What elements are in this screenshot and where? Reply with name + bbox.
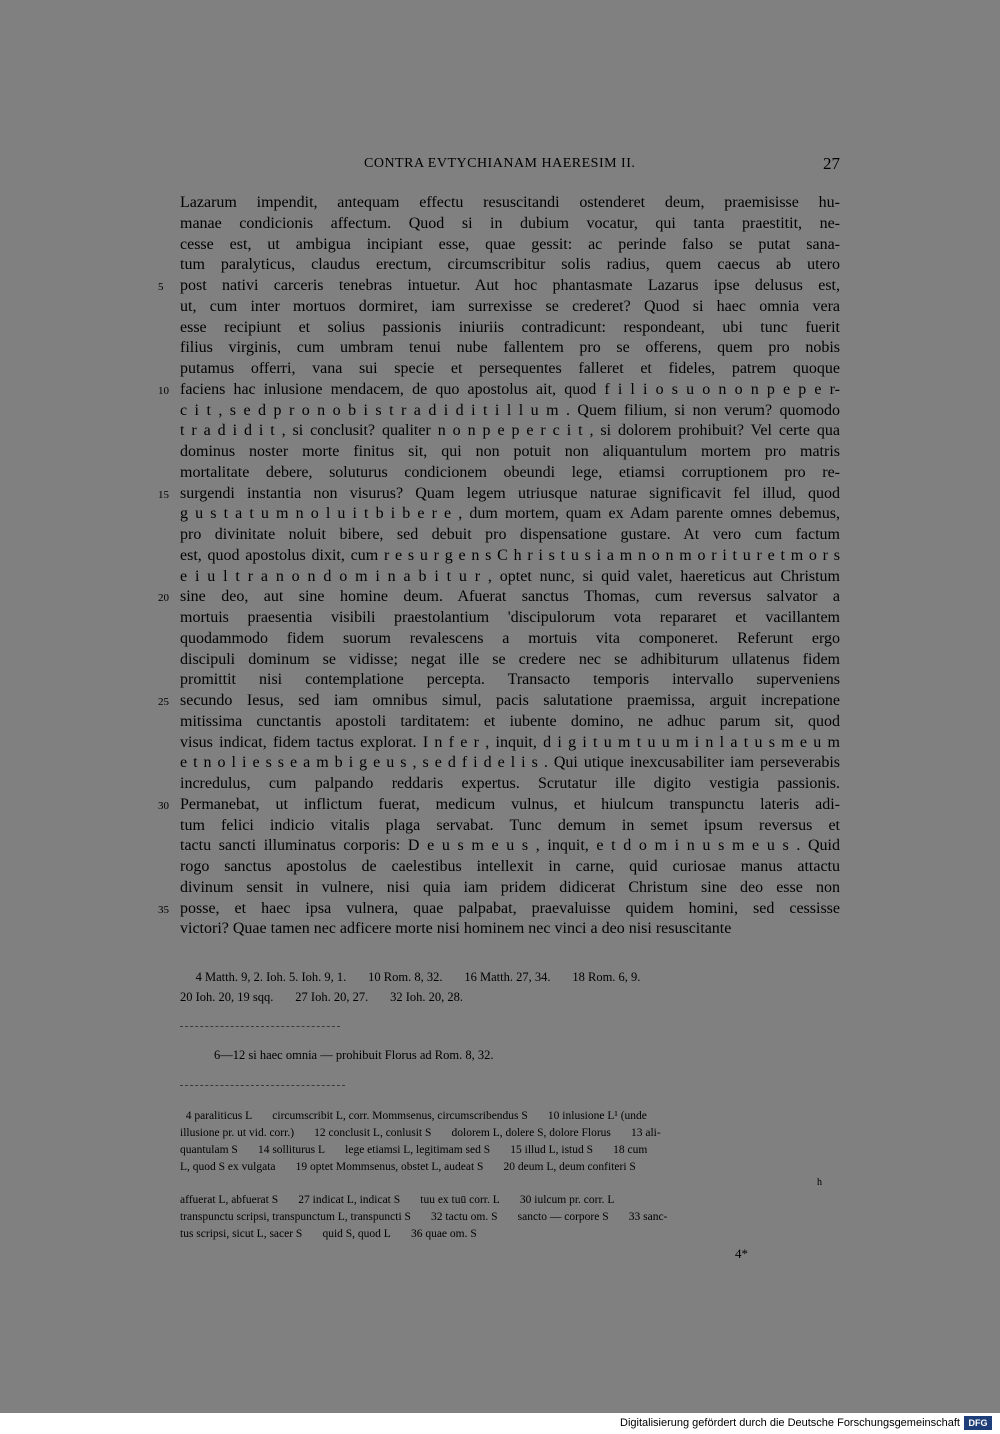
line-text: surgendi instantia non visurus? Quam legem utriusque naturae significavit fel illud, quod — [180, 484, 840, 502]
text-line — [180, 629, 840, 650]
line-text: discipuli dominum se vidisse; negat ille se credere nec se adhibiturum ullatenus fidem — [180, 650, 840, 668]
line-text: Lazarum impendit, antequam effectu resuscitandi ostenderet deum, praemisisse hu- — [180, 194, 840, 211]
line-text: ut, cum inter mortuos dormiret, iam surrexisse se crederet? Quod si haec omnia vera — [180, 297, 840, 315]
line-text: pro divinitate noluit bibere, sed debuit pro dispensatione gustare. At vero cum factum — [180, 526, 840, 543]
text-line — [158, 276, 840, 297]
text-line — [180, 608, 840, 629]
superscript-mark: h — [817, 1177, 822, 1188]
apparatus-row: L, quod S ex vulgata 19 optet Mommsenus, obstet L, audeat S 20 deum L, deum confiteri S — [180, 1161, 636, 1173]
line-text: est, quod apostolus dixit, cum r e s u r g e n s C h r i s t u s i a m n o n m o r i t u r e t m o r s — [180, 546, 840, 564]
line-text: c i t , s e d p r o n o b i s t r a d i d i t i l l u m . Quem filium, si non verum? quomodo — [180, 401, 840, 419]
text-line — [180, 774, 840, 795]
critical-apparatus — [180, 1108, 840, 1243]
line-text: Permanebat, ut inflictum fuerat, medicum vulnus, et hiulcum transpunctu lateris adi- — [180, 795, 840, 813]
line-text: cesse est, ut ambigua incipiant esse, quae gessit: ac perinde falso se putat sana- — [180, 235, 840, 253]
text-line — [180, 297, 840, 318]
line-text: posse, et haec ipsa vulnera, quae palpabat, praevaluisse quidem homini, sed cessisse — [180, 899, 840, 917]
apparatus-row: quantulam S 14 solliturus L lege etiamsi L, legitimam sed S 15 illud L, istud S 18 cum — [180, 1144, 648, 1156]
separator-rule — [180, 1026, 340, 1027]
text-line — [180, 214, 840, 235]
apparatus-row: transpunctu scripsi, transpunctum L, transpuncti S 32 tactu om. S sancto — corpore S 33 sanc- — [180, 1211, 668, 1223]
running-title: CONTRA EVTYCHIANAM HAERESIM II. — [364, 156, 636, 171]
text-line — [180, 235, 840, 256]
line-text: incredulus, cum palpando reddaris expertus. Scrutatur ille digito vestigia passionis. — [180, 775, 840, 792]
line-text: divinum sensit in vulnere, nisi quia iam pridem didicerat Christum sine deo esse non — [180, 878, 840, 896]
line-text: t r a d i d i t , si conclusit? qualiter n o n p e p e r c i t , si dolorem prohibuit? Vel certe qua — [180, 422, 840, 440]
line-number: 35 — [158, 903, 169, 916]
text-line — [158, 484, 840, 505]
line-number: 15 — [158, 488, 169, 501]
page-header — [180, 156, 840, 176]
text-line — [180, 567, 840, 588]
line-number: 20 — [158, 592, 169, 605]
line-text: secundo Iesus, sed iam omnibus simul, pacis salutatione praemissa, arguit increpatione — [180, 692, 840, 709]
text-line — [180, 712, 840, 733]
line-text: putamus offerri, vana sui specie et persequentes falleret et fideles, patrem quoque — [180, 360, 840, 377]
signature-mark: 4* — [735, 1246, 748, 1261]
text-line — [158, 899, 840, 920]
text-line — [180, 525, 840, 546]
line-text: sine deo, aut sine homine deum. Afuerat sanctus Thomas, cum reversus salvator a — [180, 588, 840, 606]
text-line — [180, 546, 840, 567]
line-number: 10 — [158, 384, 169, 397]
line-text: manae condicionis affectum. Quod si in dubium vocatur, qui tanta praestitit, ne- — [180, 214, 840, 232]
text-line — [180, 338, 840, 359]
line-text: mortalitate debere, soluturus condicionem obeundi lege, etiamsi corruptionem pro re- — [180, 463, 840, 481]
footer-credit: Digitalisierung gefördert durch die Deutsche Forschungsgemeinschaft — [620, 1417, 960, 1429]
line-text: victori? Quae tamen nec adficere morte nisi hominem nec vinci a deo nisi resuscitante — [180, 920, 732, 938]
line-text: post nativi carceris tenebras intuetur. Aut hoc phantasmate Lazarus ipse delusus est, — [180, 277, 840, 294]
apparatus-row: illusione pr. ut vid. corr.) 12 conclusit L, conlusit S dolorem L, dolere S, dolore Florus 13 ali- — [180, 1127, 661, 1139]
line-number: 30 — [158, 799, 169, 812]
line-text: tum paralyticus, claudus erectum, circumscribitur solis radius, quem caecus ab utero — [180, 256, 840, 274]
reference-row: 20 Ioh. 20, 19 sqq. 27 Ioh. 20, 27. 32 Ioh. 20, 28. — [180, 990, 463, 1004]
footer-bar — [0, 1413, 1000, 1434]
line-text: tum felici indicio vitalis plaga servabat. Tunc demum in semet ipsum reversus et — [180, 816, 840, 834]
line-text: visus indicat, fidem tactus explorat. I n f e r , inquit, d i g i t u m t u u m i n l a t u s m e u m — [180, 733, 840, 751]
line-text: mitissima cunctantis apostoli tarditatem: et iubente domino, ne adhuc parum sit, quod — [180, 712, 840, 730]
text-line — [180, 504, 840, 525]
text-line — [158, 795, 840, 816]
main-text-block — [158, 193, 840, 940]
apparatus-row: 4 paraliticus L circumscribit L, corr. Mommsenus, circumscribendus S 10 inlusione L¹ (unde — [180, 1110, 647, 1122]
page-number: 27 — [823, 154, 840, 173]
text-line — [180, 836, 840, 857]
text-line — [180, 816, 840, 837]
apparatus-row: affuerat L, abfuerat S 27 indicat L, indicat S tuu ex tuū corr. L 30 iulcum pr. corr. L — [180, 1194, 615, 1206]
separator-rule — [180, 1085, 345, 1086]
line-text: e t n o l i e s s e a m b i g e u s , s e d f i d e l i s . Qui utique inexcusabiliter iam perseverabis — [180, 754, 840, 772]
scripture-references — [180, 967, 840, 1007]
text-line — [180, 318, 840, 339]
text-line — [180, 733, 840, 754]
line-text: rogo sanctus apostolus de caelestibus intellexit in carne, quid curiosae manus attactu — [180, 858, 840, 875]
text-line — [180, 919, 840, 940]
line-number: 25 — [158, 696, 169, 708]
line-text: g u s t a t u m n o l u i t b i b e r e , dum mortem, quam ex Adam parente omnes debemus, — [180, 505, 840, 523]
apparatus-superscript-row — [180, 1176, 840, 1192]
apparatus-row: tus scripsi, sicut L, sacer S quid S, quod L 36 quae om. S — [180, 1228, 477, 1240]
line-text: e i u l t r a n o n d o m i n a b i t u r , optet nunc, si quid valet, haereticus aut Christum — [180, 567, 840, 585]
reference-row: 4 Matth. 9, 2. Ioh. 5. Ioh. 9, 1. 10 Rom. 8, 32. 16 Matth. 27, 34. 18 Rom. 6, 9. — [180, 970, 641, 984]
text-line — [158, 587, 840, 608]
text-line — [180, 650, 840, 671]
line-text: promittit nisi contemplatione percepta. Transacto temporis intervallo superveniens — [180, 671, 840, 689]
florus-testimonium: 6—12 si haec omnia — prohibuit Florus ad Rom. 8, 32. — [214, 1048, 494, 1062]
text-line — [158, 691, 840, 712]
line-text: dominus noster morte finitus sit, qui non potuit non aliquantulum mortem pro matris — [180, 443, 840, 460]
text-line — [158, 380, 840, 401]
line-number: 5 — [158, 281, 164, 293]
line-text: tactu sancti illuminatus corporis: D e u s m e u s , inquit, e t d o m i n u s m e u s . Quid — [180, 837, 840, 855]
text-line — [180, 401, 840, 422]
text-line — [180, 878, 840, 899]
line-text: quodammodo fidem suorum revalescens a mortuis vita componeret. Referunt ergo — [180, 629, 840, 647]
dfg-logo-icon: DFG — [964, 1416, 992, 1430]
text-line — [180, 753, 840, 774]
line-text: mortuis praesentia visibili praestolantium 'discipulorum vota repararet et vacillantem — [180, 609, 840, 626]
text-line — [180, 421, 840, 442]
line-text: filius virginis, cum umbram tenui nube fallentem pro se offerens, quem pro nobis — [180, 339, 840, 357]
text-line — [180, 442, 840, 463]
text-line — [180, 670, 840, 691]
text-line — [180, 857, 840, 878]
line-text: faciens hac inlusione mendacem, de quo apostolus ait, quod f i l i o s u o n o n p e p e r- — [180, 380, 840, 398]
text-line — [180, 359, 840, 380]
text-line — [180, 255, 840, 276]
line-text: esse recipiunt et solius passionis iniuriis contradicunt: respondeant, ubi tunc fuerit — [180, 318, 840, 336]
text-line — [180, 463, 840, 484]
text-line — [180, 193, 840, 214]
